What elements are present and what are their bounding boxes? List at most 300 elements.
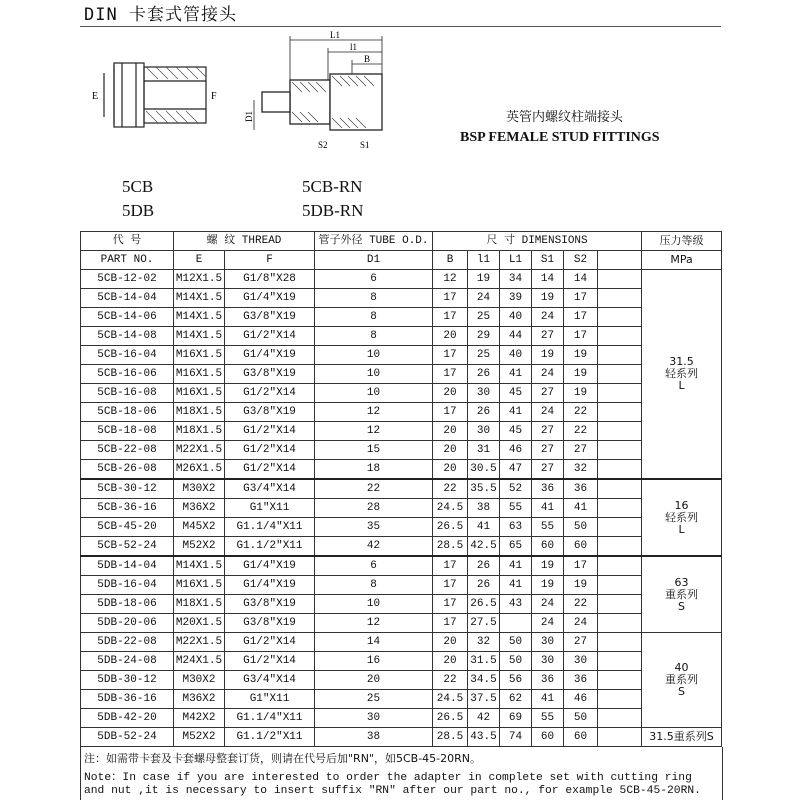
header-pressure-cn: 压力等级	[642, 232, 722, 251]
cell-tube-od: 8	[315, 327, 433, 346]
cell-dim-l1-small: 43.5	[468, 728, 500, 747]
cell-blank	[598, 403, 642, 422]
pressure-mpa: 63	[674, 575, 689, 589]
cell-dim-s2: 17	[564, 556, 598, 576]
cell-dim-b: 12	[433, 270, 468, 289]
cell-dim-l1-small: 30.5	[468, 460, 500, 480]
table-row	[81, 289, 722, 308]
cell-dim-l1-small: 27.5	[468, 614, 500, 633]
notes-box	[80, 747, 723, 800]
cell-dim-l1-small: 25	[468, 346, 500, 365]
cell-blank	[598, 346, 642, 365]
cell-blank	[598, 633, 642, 652]
cell-thread-f: G1"X11	[225, 499, 315, 518]
table-row	[81, 652, 722, 671]
cell-dim-s2: 19	[564, 576, 598, 595]
header-dims: 尺 寸 DIMENSIONS	[433, 232, 642, 251]
label-l1: l1	[350, 42, 358, 52]
cell-dim-b: 17	[433, 289, 468, 308]
cell-thread-e: M52X2	[174, 537, 225, 557]
cell-thread-e: M18X1.5	[174, 595, 225, 614]
cell-dim-l1-big: 34	[500, 270, 532, 289]
cell-blank	[598, 460, 642, 480]
cell-thread-f: G1/2"X14	[225, 460, 315, 480]
label-B: B	[364, 54, 371, 64]
pressure-cls: L	[678, 379, 685, 392]
cell-dim-s1: 19	[532, 576, 564, 595]
cell-blank	[598, 289, 642, 308]
pressure-cls: L	[678, 522, 685, 536]
cell-dim-l1-small: 26	[468, 403, 500, 422]
cell-dim-l1-small: 29	[468, 327, 500, 346]
header-s1: S1	[532, 251, 564, 270]
subtitle-en: BSP FEMALE STUD FITTINGS	[460, 130, 660, 145]
cell-thread-e: M14X1.5	[174, 556, 225, 576]
cell-thread-f: G1/2"X14	[225, 441, 315, 460]
cell-thread-e: M16X1.5	[174, 365, 225, 384]
header-thread: 螺 纹 THREAD	[174, 232, 315, 251]
cell-part-no: 5DB-52-24	[81, 728, 174, 747]
cell-dim-s2: 19	[564, 346, 598, 365]
note-en-1: Note：In case if you are interested to order the adapter in complete set with cutting ring	[84, 772, 692, 784]
cell-dim-b: 17	[433, 346, 468, 365]
table-row	[81, 441, 722, 460]
cell-dim-l1-small: 35.5	[468, 479, 500, 499]
cell-dim-s1: 19	[532, 556, 564, 576]
cell-dim-l1-big: 41	[500, 576, 532, 595]
cell-tube-od: 35	[315, 518, 433, 537]
cell-dim-s1: 60	[532, 537, 564, 557]
cell-part-no: 5CB-14-06	[81, 308, 174, 327]
cell-dim-l1-small: 26	[468, 556, 500, 576]
cell-dim-b: 17	[433, 556, 468, 576]
cell-tube-od: 10	[315, 595, 433, 614]
cell-dim-s2: 46	[564, 690, 598, 709]
cell-blank	[598, 652, 642, 671]
cell-tube-od: 10	[315, 365, 433, 384]
table-row	[81, 270, 722, 289]
cell-dim-s1: 24	[532, 403, 564, 422]
cell-dim-b: 20	[433, 441, 468, 460]
cell-blank	[598, 499, 642, 518]
cell-part-no: 5DB-14-04	[81, 556, 174, 576]
cell-dim-l1-big: 50	[500, 652, 532, 671]
cell-part-no: 5DB-42-20	[81, 709, 174, 728]
cell-dim-l1-small: 31	[468, 441, 500, 460]
cell-part-no: 5CB-36-16	[81, 499, 174, 518]
cell-tube-od: 15	[315, 441, 433, 460]
cell-tube-od: 10	[315, 384, 433, 403]
cell-thread-e: M16X1.5	[174, 346, 225, 365]
table-row	[81, 422, 722, 441]
cell-thread-e: M20X1.5	[174, 614, 225, 633]
cell-dim-l1-small: 41	[468, 518, 500, 537]
cell-dim-s1: 41	[532, 690, 564, 709]
cell-dim-l1-small: 26.5	[468, 595, 500, 614]
cell-thread-f: G1/4"X19	[225, 576, 315, 595]
cell-dim-b: 17	[433, 365, 468, 384]
cell-dim-s2: 14	[564, 270, 598, 289]
table-row	[81, 671, 722, 690]
cell-dim-l1-big: 74	[500, 728, 532, 747]
cell-thread-e: M18X1.5	[174, 422, 225, 441]
cell-part-no: 5CB-26-08	[81, 460, 174, 480]
table-row	[81, 556, 722, 576]
pressure-cn: 轻系列	[665, 510, 699, 524]
cell-dim-l1-big: 50	[500, 633, 532, 652]
pressure-class-cell	[642, 270, 722, 480]
table-row	[81, 403, 722, 422]
header-code-cn: 代 号	[81, 232, 174, 251]
cell-dim-l1-small: 25	[468, 308, 500, 327]
cell-blank	[598, 671, 642, 690]
header-l1-big: L1	[500, 251, 532, 270]
cell-dim-s1: 24	[532, 308, 564, 327]
cell-blank	[598, 556, 642, 576]
cell-dim-l1-big: 52	[500, 479, 532, 499]
spec-table	[80, 231, 722, 747]
cell-part-no: 5CB-14-04	[81, 289, 174, 308]
label-F: F	[211, 91, 217, 102]
pressure-class-cell	[642, 728, 722, 747]
cell-thread-e: M14X1.5	[174, 308, 225, 327]
cell-dim-b: 26.5	[433, 518, 468, 537]
cell-dim-b: 26.5	[433, 709, 468, 728]
cell-dim-b: 28.5	[433, 728, 468, 747]
cell-tube-od: 12	[315, 422, 433, 441]
cell-dim-l1-big: 62	[500, 690, 532, 709]
cell-tube-od: 6	[315, 270, 433, 289]
cell-dim-s1: 55	[532, 518, 564, 537]
cell-blank	[598, 441, 642, 460]
cell-dim-s2: 19	[564, 365, 598, 384]
cell-dim-s1: 19	[532, 346, 564, 365]
pressure-class-cell	[642, 479, 722, 556]
cell-dim-l1-big	[500, 614, 532, 633]
cell-dim-l1-small: 32	[468, 633, 500, 652]
cell-thread-e: M45X2	[174, 518, 225, 537]
header-d1: D1	[315, 251, 433, 270]
cell-dim-l1-big: 39	[500, 289, 532, 308]
header-mpa: MPa	[642, 251, 722, 270]
fitting-drawing-right	[240, 30, 390, 155]
cell-part-no: 5CB-14-08	[81, 327, 174, 346]
cell-dim-l1-big: 40	[500, 308, 532, 327]
cell-dim-l1-big: 63	[500, 518, 532, 537]
cell-dim-s2: 24	[564, 614, 598, 633]
cell-tube-od: 14	[315, 633, 433, 652]
cell-dim-s2: 22	[564, 422, 598, 441]
table-row	[81, 460, 722, 480]
cell-thread-e: M18X1.5	[174, 403, 225, 422]
label-L1: L1	[330, 30, 340, 40]
cell-part-no: 5CB-52-24	[81, 537, 174, 557]
cell-dim-s2: 19	[564, 384, 598, 403]
cell-tube-od: 28	[315, 499, 433, 518]
header-l1-small: l1	[468, 251, 500, 270]
cell-dim-l1-small: 42.5	[468, 537, 500, 557]
cell-dim-s2: 41	[564, 499, 598, 518]
cell-thread-f: G3/4"X14	[225, 671, 315, 690]
label-D1: D1	[244, 111, 254, 122]
cell-thread-f: G1"X11	[225, 690, 315, 709]
cell-blank	[598, 327, 642, 346]
subtitle-cn: 英管内螺纹柱端接头	[506, 110, 624, 125]
cell-dim-s1: 27	[532, 384, 564, 403]
cell-thread-f: G1/2"X14	[225, 633, 315, 652]
cell-blank	[598, 690, 642, 709]
table-row	[81, 614, 722, 633]
label-S2: S2	[318, 140, 328, 150]
cell-thread-f: G1/4"X19	[225, 346, 315, 365]
cell-thread-f: G1.1/2"X11	[225, 728, 315, 747]
cell-thread-f: G1/2"X14	[225, 422, 315, 441]
cell-dim-s1: 41	[532, 499, 564, 518]
cell-tube-od: 10	[315, 346, 433, 365]
cell-tube-od: 12	[315, 614, 433, 633]
cell-dim-s2: 50	[564, 518, 598, 537]
cell-dim-s2: 22	[564, 403, 598, 422]
table-row	[81, 384, 722, 403]
cell-dim-b: 20	[433, 633, 468, 652]
table-row	[81, 518, 722, 537]
cell-dim-b: 17	[433, 576, 468, 595]
cell-thread-e: M16X1.5	[174, 384, 225, 403]
cell-dim-l1-small: 42	[468, 709, 500, 728]
cell-thread-e: M52X2	[174, 728, 225, 747]
cell-dim-b: 24.5	[433, 690, 468, 709]
cell-blank	[598, 479, 642, 499]
cell-blank	[598, 422, 642, 441]
label-E: E	[92, 91, 99, 102]
model-label-5cb-rn: 5CB-RN	[302, 177, 363, 196]
pressure-mpa: 40	[674, 661, 689, 674]
cell-dim-s1: 55	[532, 709, 564, 728]
cell-blank	[598, 576, 642, 595]
cell-thread-e: M26X1.5	[174, 460, 225, 480]
cell-thread-f: G1.1/4"X11	[225, 518, 315, 537]
cell-thread-e: M30X2	[174, 671, 225, 690]
cell-dim-l1-big: 69	[500, 709, 532, 728]
cell-dim-l1-small: 34.5	[468, 671, 500, 690]
cell-dim-l1-big: 41	[500, 556, 532, 576]
cell-dim-l1-big: 44	[500, 327, 532, 346]
cell-part-no: 5CB-18-08	[81, 422, 174, 441]
cell-thread-f: G3/8"X19	[225, 365, 315, 384]
cell-blank	[598, 595, 642, 614]
cell-dim-s1: 24	[532, 365, 564, 384]
cell-part-no: 5DB-22-08	[81, 633, 174, 652]
cell-dim-s2: 17	[564, 327, 598, 346]
cell-dim-b: 17	[433, 403, 468, 422]
cell-thread-f: G1/8"X28	[225, 270, 315, 289]
pressure-class-cell	[642, 556, 722, 633]
cell-thread-f: G1/4"X19	[225, 556, 315, 576]
cell-thread-e: M42X2	[174, 709, 225, 728]
cell-dim-s2: 27	[564, 633, 598, 652]
cell-dim-s2: 17	[564, 289, 598, 308]
cell-dim-s2: 30	[564, 652, 598, 671]
cell-dim-s2: 36	[564, 671, 598, 690]
table-row	[81, 365, 722, 384]
cell-dim-s2: 22	[564, 595, 598, 614]
cell-dim-s1: 14	[532, 270, 564, 289]
cell-part-no: 5DB-16-04	[81, 576, 174, 595]
cell-thread-f: G3/8"X19	[225, 308, 315, 327]
pressure-cn: 重系列	[665, 587, 699, 601]
cell-dim-b: 20	[433, 652, 468, 671]
cell-thread-e: M16X1.5	[174, 576, 225, 595]
pressure-cls: S	[678, 685, 686, 698]
table-row	[81, 499, 722, 518]
cell-dim-b: 17	[433, 595, 468, 614]
cell-thread-f: G3/8"X19	[225, 614, 315, 633]
cell-dim-l1-small: 24	[468, 289, 500, 308]
cell-dim-s1: 30	[532, 652, 564, 671]
cell-blank	[598, 728, 642, 747]
header-e: E	[174, 251, 225, 270]
cell-tube-od: 8	[315, 308, 433, 327]
cell-blank	[598, 537, 642, 557]
cell-dim-b: 20	[433, 460, 468, 480]
cell-thread-e: M14X1.5	[174, 289, 225, 308]
cell-dim-s1: 24	[532, 595, 564, 614]
cell-thread-e: M36X2	[174, 499, 225, 518]
cell-dim-b: 20	[433, 422, 468, 441]
cell-dim-s1: 36	[532, 671, 564, 690]
cell-dim-l1-small: 30	[468, 422, 500, 441]
cell-dim-b: 28.5	[433, 537, 468, 557]
cell-tube-od: 6	[315, 556, 433, 576]
note-cn: 注：如需带卡套及卡套螺母整套订货，则请在代号后加"RN"，如5CB-45-20RN。	[84, 752, 482, 765]
cell-dim-b: 22	[433, 479, 468, 499]
cell-dim-s2: 17	[564, 308, 598, 327]
pressure-cn: 轻系列	[665, 367, 699, 380]
cell-dim-l1-big: 41	[500, 365, 532, 384]
cell-thread-f: G3/8"X19	[225, 595, 315, 614]
cell-tube-od: 20	[315, 671, 433, 690]
cell-part-no: 5CB-16-08	[81, 384, 174, 403]
table-row	[81, 728, 722, 747]
cell-dim-s2: 50	[564, 709, 598, 728]
cell-dim-l1-small: 37.5	[468, 690, 500, 709]
cell-thread-e: M36X2	[174, 690, 225, 709]
cell-thread-e: M22X1.5	[174, 633, 225, 652]
table-row	[81, 537, 722, 557]
cell-tube-od: 25	[315, 690, 433, 709]
pressure-mpa: 31.5	[669, 355, 694, 368]
cell-thread-f: G1/2"X14	[225, 327, 315, 346]
cell-dim-l1-small: 38	[468, 499, 500, 518]
pressure-mpa: 16	[674, 498, 689, 512]
cell-blank	[598, 270, 642, 289]
cell-thread-f: G3/4"X14	[225, 479, 315, 499]
header-f: F	[225, 251, 315, 270]
cell-tube-od: 22	[315, 479, 433, 499]
cell-part-no: 5CB-12-02	[81, 270, 174, 289]
cell-dim-s1: 27	[532, 422, 564, 441]
pressure-class-cell	[642, 633, 722, 728]
cell-dim-s1: 27	[532, 327, 564, 346]
cell-dim-l1-big: 65	[500, 537, 532, 557]
cell-dim-l1-big: 45	[500, 422, 532, 441]
cell-blank	[598, 518, 642, 537]
cell-blank	[598, 365, 642, 384]
header-blank	[598, 251, 642, 270]
cell-dim-l1-small: 26	[468, 576, 500, 595]
note-en-2: and nut ,it is necessary to insert suffix "RN" after our part no., for example 5CB-45-20RN.	[84, 785, 701, 797]
cell-part-no: 5CB-45-20	[81, 518, 174, 537]
cell-thread-e: M22X1.5	[174, 441, 225, 460]
cell-thread-f: G1/2"X14	[225, 384, 315, 403]
header-b: B	[433, 251, 468, 270]
header-part-no: PART NO.	[81, 251, 174, 270]
table-row	[81, 479, 722, 499]
pressure-cn: 重系列	[665, 673, 699, 686]
cell-tube-od: 8	[315, 576, 433, 595]
cell-dim-s2: 60	[564, 537, 598, 557]
cell-tube-od: 30	[315, 709, 433, 728]
header-s2: S2	[564, 251, 598, 270]
cell-dim-s2: 32	[564, 460, 598, 480]
cell-thread-e: M30X2	[174, 479, 225, 499]
cell-tube-od: 12	[315, 403, 433, 422]
cell-dim-b: 20	[433, 384, 468, 403]
cell-dim-s1: 24	[532, 614, 564, 633]
cell-dim-s2: 27	[564, 441, 598, 460]
pressure-cls: S	[678, 599, 686, 613]
cell-dim-l1-big: 46	[500, 441, 532, 460]
cell-part-no: 5CB-18-06	[81, 403, 174, 422]
cell-dim-l1-small: 26	[468, 365, 500, 384]
cell-dim-s1: 30	[532, 633, 564, 652]
cell-part-no: 5CB-16-04	[81, 346, 174, 365]
cell-part-no: 5CB-22-08	[81, 441, 174, 460]
cell-dim-s1: 27	[532, 441, 564, 460]
cell-tube-od: 18	[315, 460, 433, 480]
table-row	[81, 346, 722, 365]
cell-part-no: 5CB-30-12	[81, 479, 174, 499]
cell-tube-od: 16	[315, 652, 433, 671]
cell-dim-l1-small: 19	[468, 270, 500, 289]
cell-dim-s1: 27	[532, 460, 564, 480]
cell-dim-l1-big: 40	[500, 346, 532, 365]
cell-dim-l1-big: 56	[500, 671, 532, 690]
cell-part-no: 5DB-36-16	[81, 690, 174, 709]
page-title: DIN 卡套式管接头	[84, 5, 237, 25]
model-label-5db: 5DB	[122, 201, 155, 220]
cell-dim-l1-big: 47	[500, 460, 532, 480]
cell-thread-f: G1.1/2"X11	[225, 537, 315, 557]
cell-thread-f: G1.1/4"X11	[225, 709, 315, 728]
cell-blank	[598, 709, 642, 728]
cell-dim-s1: 36	[532, 479, 564, 499]
cell-blank	[598, 384, 642, 403]
cell-dim-s1: 60	[532, 728, 564, 747]
cell-dim-b: 17	[433, 308, 468, 327]
table-row	[81, 709, 722, 728]
cell-thread-f: G1/2"X14	[225, 652, 315, 671]
cell-dim-b: 17	[433, 614, 468, 633]
pressure-single: 31.5重系列S	[649, 730, 714, 743]
cell-dim-l1-big: 41	[500, 403, 532, 422]
cell-dim-l1-big: 55	[500, 499, 532, 518]
cell-tube-od: 42	[315, 537, 433, 557]
cell-dim-l1-small: 30	[468, 384, 500, 403]
table-row	[81, 576, 722, 595]
cell-thread-e: M24X1.5	[174, 652, 225, 671]
cell-tube-od: 38	[315, 728, 433, 747]
